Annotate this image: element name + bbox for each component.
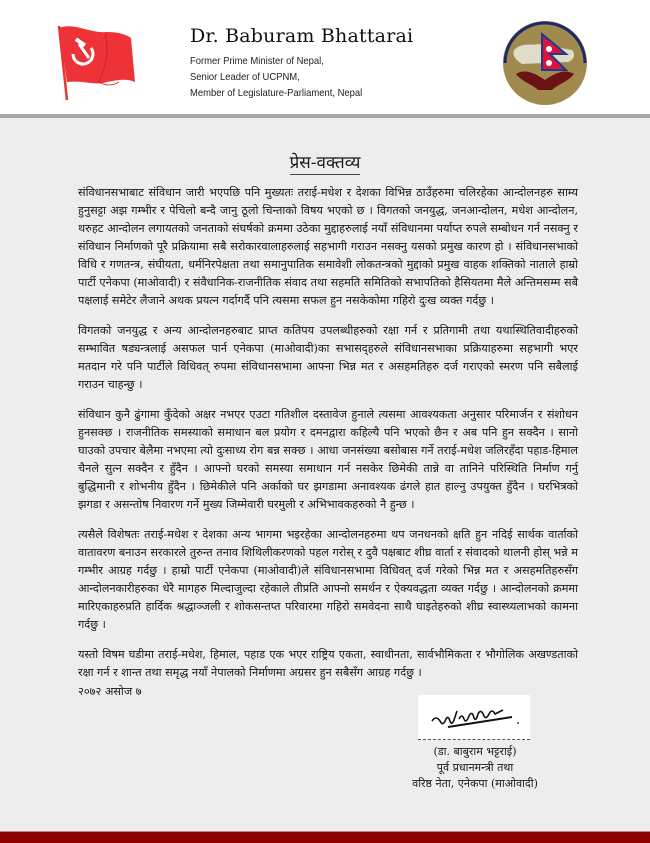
nepal-emblem-icon	[502, 20, 588, 106]
signature-block	[370, 744, 580, 792]
name-block	[190, 24, 413, 101]
paragraph-5: यस्तो विषम घडीमा तराई-मधेश, हिमाल, पहाड एक भएर राष्ट्रिय एकता, स्वाधीनता, सार्वभौमिकता र भौगोलिक अखण्डताको रक्षा गर्न र शान्त तथा समृद्ध नयाँ नेपालको निर्माणमा अग्रसर हुन सबैसँग आग्रह गर्दछु ।	[78, 648, 578, 679]
signatory-name: (डा. बाबुराम भट्टराई)	[433, 745, 517, 758]
red-flag-hammer-sickle-icon	[55, 20, 135, 105]
subtitle-line-3: Member of Legislature-Parliament, Nepal	[190, 87, 363, 99]
paragraph-4: त्यसैले विशेषतः तराई-मधेश र देशका अन्य भागमा भइरहेका आन्दोलनहरुमा थप जनधनको क्षति हुन नदिई सार्थक वार्ताको वातावरण बनाउन सरकारले तुरुन्त तनाव शिथिलीकरणको पहल गरोस् र दुवै पक्षबाट शीघ्र वार्ता र संवादको थालनी होस् भन्ने म गम्भीर आग्रह गर्दछु । हाम्रो पार्टी एनेकपा (माओवादी)ले संविधानसभामा विधिवत् दर्ज गरेको भिन्न मत र असहमतिहरुसँग आन्दोलनकारीहरुका धेरै मागहरु मिल्दाजुल्दा रहेकाले तीप्रति आफ्नो समर्थन र ऐक्यवद्धता व्यक्त गर्दछु । आन्दोलनको क्रममा मारिएकाहरुप्रति हार्दिक श्रद्धाञ्जली र शोकसन्तप्त परिवारमा गहिरो समवेदना साथै घाइतेहरुको शीघ्र स्वास्थ्यलाभको कामना गर्दछु ।	[78, 528, 578, 631]
subtitle-line-1: Former Prime Minister of Nepal,	[190, 55, 324, 67]
signatory-title-2: वरिष्ठ नेता, एनेकपा (माओवादी)	[412, 777, 538, 790]
subtitle-line-2: Senior Leader of UCPNM,	[190, 71, 300, 83]
title-text: प्रेस-वक्तव्य	[289, 153, 361, 173]
footer-bar	[0, 831, 650, 843]
statement-date: २०७२ असोज ७	[78, 685, 142, 698]
person-name: Dr. Baburam Bhattarai	[190, 25, 414, 47]
signatory-title-1: पूर्व प्रधानमन्त्री तथा	[436, 761, 514, 774]
paragraph-1: संविधानसभाबाट संविधान जारी भएपछि पनि मुख्यतः तराई-मधेश र देशका विभिन्न ठाउँहरुमा चलिरहेका आन्दोलनहरु साम्य हुनुसट्टा अझ गम्भीर र पेचिलो बन्दै जानु ठूलो चिन्ताको विषय भएको छ । विगतको जनयुद्ध, जनआन्दोलन, मधेश आन्दोलन, थरुहट आन्दोलन लगायतको जनताको संघर्षको क्रममा उठेका मुद्दाहरुलाई नयाँ संविधानमा पर्याप्त रुपले सम्बोधन गर्न नसक्नु र संविधान निर्माणको पूरै प्रक्रियामा सबै सरोकारवालाहरुलाई सहभागी गराउन नसक्नु यसको प्रमुख कारण हो । संविधानसभाको विधि र गणतन्त्र, संघीयता, धर्मनिरपेक्षता तथा समानुपातिक समावेशी लोकतन्त्रको मुद्दाको प्रमुख वाहक शक्तिको नाताले हाम्रो पार्टी एनेकपा (माओवादी) र संवैधानिक-राजनीतिक संवाद तथा सहमति समितिको सभापतिको हैसियतमा मैले अन्तिमसम्म सबै पक्षलाई समेटेर लैजाने अथक प्रयत्न गर्दागर्दै पनि त्यसमा सफल हुन नसकेकोमा गहिरो दुःख व्यक्त गर्दछु ।	[78, 186, 578, 307]
document-title	[0, 152, 650, 174]
letterhead	[0, 0, 650, 114]
signature-image	[418, 695, 530, 740]
statement-body	[78, 184, 578, 694]
handwritten-signature-icon	[418, 695, 530, 739]
paragraph-3: संविधान कुनै ढुंगामा कुँदेको अक्षर नभएर एउटा गतिशील दस्तावेज हुनाले त्यसमा आवश्यकता अनुसार परिमार्जन र संशोधन हुनसक्छ । राजनीतिक समस्याको समाधान बल प्रयोग र दमनद्वारा कहिल्यै पनि भएको छैन र अब पनि हुन सक्दैन । सानो घाउको उपचार बेलैमा नभएमा त्यो दुःसाध्य रोग बन्न सक्छ । आधा जनसंख्या बसोबास गर्ने तराई-मधेश जलिरहँदा पहाड-हिमाल चैनले सुत्न सक्दैन र हुँदैन । आफ्नो घरको समस्या समाधान गर्न नसकेर छिमेकी तान्ने वा तानिने परिस्थिति निर्माण गर्नु बुद्धिमानी र शोभनीय हुँदैन । छिमेकीले पनि अर्काको घर झगडामा अनावश्यक ढंगले हात हाल्नु उपयुक्त हुँदैन । घरभित्रको झगडा र असन्तोष निवारण गर्ने मुख्य जिम्मेवारी घरमुली र अभिभावकहरुको नै हुन्छ ।	[78, 408, 578, 511]
paragraph-2: विगतको जनयुद्ध र अन्य आन्दोलनहरुबाट प्राप्त कतिपय उपलब्धीहरुको रक्षा गर्न र प्रतिगामी तथा यथास्थितिवादीहरुको सम्भावित षड्यन्त्रलाई असफल पार्न एनेकपा (माओवादी)का सभासद्हरुले संविधानसभाका प्रक्रियाहरुमा सहभागी भएर मतदान गरे पनि पार्टीले विधिवत् रुपमा संविधानसभामा आफ्ना भिन्न मत र असहमतिहरु दर्ज गराएको स्मरण पनि सबैलाई गराउन चाहन्छु ।	[78, 324, 578, 391]
header-divider	[0, 114, 650, 118]
